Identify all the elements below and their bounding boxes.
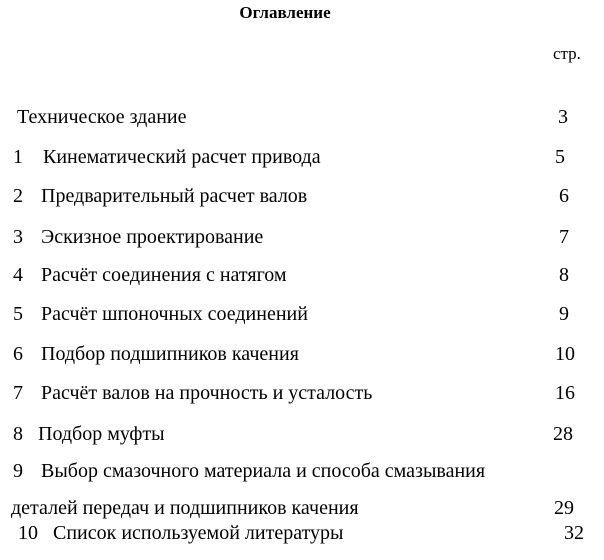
toc-entry-page: 29 — [554, 497, 574, 519]
toc-entry-label: Техническое здание — [17, 106, 187, 128]
toc-entry-label: Эскизное проектирование — [41, 226, 264, 248]
toc-entry-page: 10 — [555, 343, 575, 365]
toc-entry-number: 9 — [13, 460, 23, 482]
toc-entry-page: 9 — [559, 303, 569, 325]
toc-entry-page: 7 — [559, 226, 569, 248]
toc-entry-page: 8 — [559, 264, 569, 286]
toc-entry-number: 7 — [13, 382, 23, 404]
toc-entry-page: 28 — [553, 423, 573, 445]
toc-entry-label: Кинематический расчет привода — [43, 146, 321, 168]
toc-entry-page: 5 — [555, 146, 565, 168]
toc-entry-page: 32 — [564, 522, 584, 544]
toc-entry-label: Подбор муфты — [38, 423, 165, 445]
toc-entry-label: Предварительный расчет валов — [41, 185, 308, 207]
toc-entry-label: Расчёт валов на прочность и усталость — [41, 382, 373, 404]
toc-entry-number: 1 — [13, 146, 23, 168]
toc-entry-page: 16 — [555, 382, 575, 404]
toc-entry-number: 8 — [13, 423, 23, 445]
toc-entry-number: 3 — [13, 226, 23, 248]
toc-entry-number: 4 — [13, 264, 23, 286]
toc-entry-label: Выбор смазочного материала и способа смазывания — [41, 460, 486, 482]
pages-column-label: стр. — [553, 44, 581, 63]
toc-entry-number: 5 — [13, 303, 23, 325]
toc-entry-label-continued: деталей передач и подшипников качения — [11, 497, 359, 519]
toc-entry-number: 2 — [13, 185, 23, 207]
toc-entry-number: 10 — [18, 522, 38, 544]
toc-entry-label: Расчёт соединения с натягом — [41, 264, 287, 286]
toc-entry-number: 6 — [13, 343, 23, 365]
toc-title: Оглавление — [239, 3, 331, 22]
toc-entry-label: Расчёт шпоночных соединений — [41, 303, 308, 325]
toc-entry-label: Подбор подшипников качения — [41, 343, 299, 365]
toc-entry-label: Список используемой литературы — [53, 522, 344, 544]
toc-entry-page: 6 — [559, 185, 569, 207]
toc-entry-page: 3 — [558, 106, 568, 128]
